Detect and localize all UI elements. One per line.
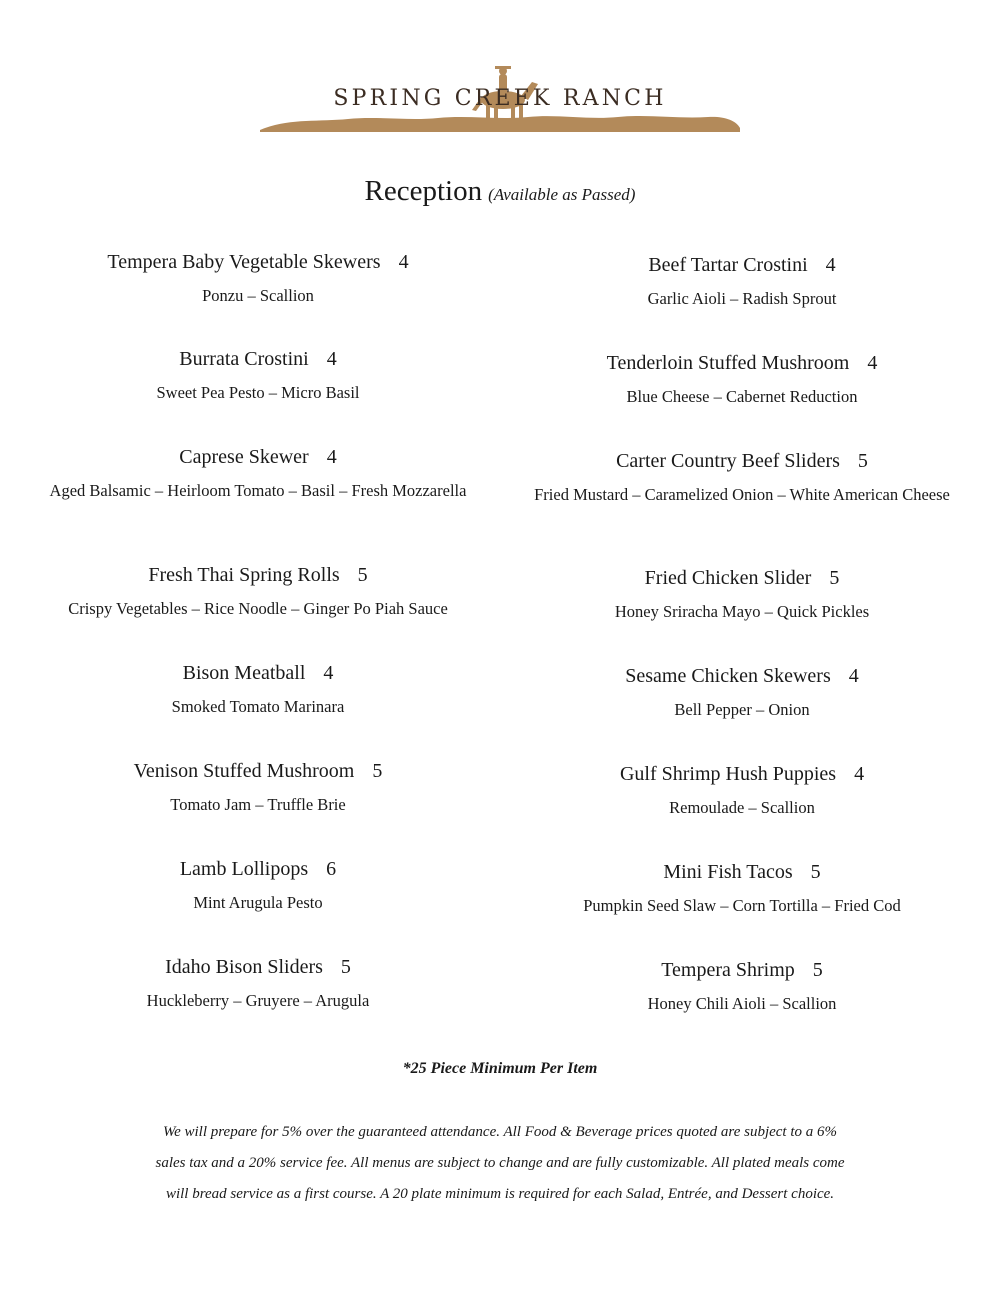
menu-item	[514, 763, 970, 818]
item-price: 5	[372, 760, 383, 782]
menu-item	[514, 959, 970, 1014]
item-price: 4	[848, 665, 859, 687]
item-price: 5	[857, 450, 868, 472]
item-description: Sweet Pea Pesto – Micro Basil	[156, 383, 360, 402]
logo-text: SPRING CREEK RANCH	[333, 86, 667, 111]
menu-item	[30, 348, 486, 403]
item-name: Fresh Thai Spring Rolls	[148, 564, 340, 586]
item-price: 4	[867, 352, 878, 374]
item-price: 5	[357, 564, 368, 586]
item-price: 4	[326, 446, 337, 468]
item-name: Mini Fish Tacos	[663, 861, 793, 883]
item-name: Caprese Skewer	[179, 446, 309, 468]
menu-item	[514, 861, 970, 916]
spring-creek-ranch-logo	[258, 62, 742, 136]
footer-line: We will prepare for 5% over the guaranteed attendance. All Food & Beverage prices quoted are subject to a 6%	[162, 1124, 838, 1140]
item-price: 6	[326, 858, 337, 880]
item-description: Aged Balsamic – Heirloom Tomato – Basil – Fresh Mozzarella	[49, 481, 467, 500]
menu-item	[30, 662, 486, 717]
menu-item	[30, 446, 486, 501]
item-description: Fried Mustard – Caramelized Onion – White American Cheese	[534, 485, 950, 504]
title-main: Reception	[364, 175, 483, 207]
item-price: 5	[810, 861, 821, 883]
menu-item	[514, 665, 970, 720]
menu-item	[30, 956, 486, 1011]
item-price: 5	[829, 567, 840, 589]
menu-item	[30, 760, 486, 815]
item-name: Gulf Shrimp Hush Puppies	[619, 763, 837, 785]
menu-item	[30, 251, 486, 306]
item-name: Venison Stuffed Mushroom	[133, 760, 355, 782]
footer-line: sales tax and a 20% service fee. All menus are subject to change and are fully customizable. All plated meals come	[155, 1155, 845, 1171]
item-description: Smoked Tomato Marinara	[171, 697, 345, 716]
item-name: Carter Country Beef Sliders	[616, 450, 840, 472]
item-name: Beef Tartar Crostini	[648, 254, 808, 276]
item-description: Mint Arugula Pesto	[193, 893, 323, 912]
item-description: Bell Pepper – Onion	[674, 700, 810, 719]
item-price: 4	[854, 763, 865, 785]
item-description: Pumpkin Seed Slaw – Corn Tortilla – Fried Cod	[583, 896, 901, 915]
item-description: Tomato Jam – Truffle Brie	[170, 795, 346, 814]
item-description: Honey Sriracha Mayo – Quick Pickles	[614, 602, 870, 621]
item-name: Tempera Baby Vegetable Skewers	[107, 251, 381, 273]
item-description: Blue Cheese – Cabernet Reduction	[626, 387, 858, 406]
menu-item	[30, 564, 486, 619]
menu-item	[514, 352, 970, 407]
item-price: 4	[398, 251, 409, 273]
item-name: Bison Meatball	[182, 662, 306, 684]
item-name: Burrata Crostini	[179, 348, 309, 370]
menu-item	[514, 254, 970, 309]
menu-item	[514, 567, 970, 622]
item-price: 4	[326, 348, 337, 370]
item-description: Crispy Vegetables – Rice Noodle – Ginger Po Piah Sauce	[68, 599, 448, 618]
item-description: Remoulade – Scallion	[669, 798, 815, 817]
item-name: Tenderloin Stuffed Mushroom	[606, 352, 850, 374]
title-subtitle: (Available as Passed)	[488, 185, 636, 204]
item-price: 4	[825, 254, 836, 276]
item-price: 5	[340, 956, 351, 978]
minimum-note: *25 Piece Minimum Per Item	[402, 1060, 598, 1077]
item-price: 4	[323, 662, 334, 684]
item-name: Fried Chicken Slider	[644, 567, 812, 589]
item-name: Sesame Chicken Skewers	[625, 665, 831, 687]
item-name: Idaho Bison Sliders	[165, 956, 323, 978]
page-title	[0, 175, 1000, 208]
item-description: Honey Chili Aioli – Scallion	[647, 994, 837, 1013]
item-price: 5	[812, 959, 823, 981]
item-name: Lamb Lollipops	[179, 858, 309, 880]
menu-item	[514, 450, 970, 505]
footer-terms	[110, 1117, 890, 1210]
item-name: Tempera Shrimp	[661, 959, 795, 981]
item-description: Ponzu – Scallion	[202, 286, 314, 305]
item-description: Garlic Aioli – Radish Sprout	[647, 289, 837, 308]
item-description: Huckleberry – Gruyere – Arugula	[146, 991, 370, 1010]
menu-item	[30, 858, 486, 913]
footer-line: will bread service as a first course. A 20 plate minimum is required for each Salad, Entrée, and Dessert choice.	[165, 1186, 835, 1202]
